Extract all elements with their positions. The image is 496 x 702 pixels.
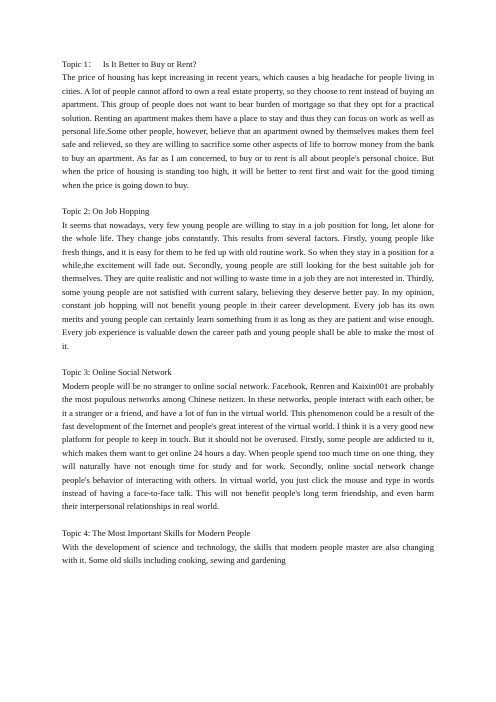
topic-1-body: The price of housing has kept increasing in recent years, which causes a big headache for people living in cities. A lot of people cannot afford to own a real estate property, so they choose to rent instead of buying an apartment. This group of people does not want to bear burden of mortgage so that they opt for a practical solution. Renting an apartment makes them have a place to stay and thus they can focus on work as well as personal life.Some other people, however, believe that an apartment owned by themselves makes them feel safe and relieved, so they are willing to sacrifice some other aspects of life to borrow money from the bank to buy an apartment. As far as I am concerned, to buy or to rent is all about people's personal choice. But when the price of housing is standing too high, it will be better to rent first and wait for the good timing when the price is going down to buy. [62,72,434,190]
topic-4-title: Topic 4: The Most Important Skills for Modern People [62,528,251,539]
topic-2-title: Topic 2: On Job Hopping [62,206,150,217]
topic-1 [62,58,434,192]
topic-1-title: Topic 1： Is It Better to Buy or Rent? [62,59,197,69]
topic-3-body: Modern people will be no stranger to online social network. Facebook, Renren and Kaixin001 are probably the most populous networks among Chinese netizen. In these networks, people interact with each other, be it a stranger or a friend, and have a lot of fun in the virtual world. This phenomenon could be a result of the fast development of the Internet and people's great interest of the virtual world. I think it is a very good new platform for people to keep in touch. But it should not be overused. Firstly, some people are addicted to it, which makes them want to get online 24 hours a day. When people spend too much time on one thing, they will naturally have not enough time for study and for work. Secondly, online social network change people's behavior of interacting with others. In virtual world, you just click the mouse and type in words instead of having a face-to-face talk. This will not benefit people's long term friendship, and even harm their interpersonal relationships in real world. [62,380,434,512]
document-page [62,58,434,581]
topic-2 [62,205,434,352]
topic-3 [62,366,434,513]
topic-4-body: With the development of science and technology, the skills that modern people master are also changing with it. Some old skills including cooking, sewing and gardening [62,541,434,565]
topic-4 [62,527,434,567]
topic-2-body: It seems that nowadays, very few young people are willing to stay in a job position for long, let alone for the whole life. They change jobs constantly. This results from several factors. Firstly, young people like fresh things, and it is easy for them to be fed up with old routine work. So when they stay in a position for a while,the excitement will fade out. Secondly, young people are still looking for the best suitable job for themselves. They are quite realistic and not willing to waste time in a job they are not interested in. Thirdly, some young people are not satisfied with current salary, believing they deserve better pay. In my opinion, constant job hopping will not benefit young people in their career development. Every job has its own merits and young people can certainly learn something from it as long as they are patient and wise enough. Every job experience is valuable down the career path and young people shall be able to make the most of it. [62,219,434,351]
topic-3-title: Topic 3: Online Social Network [62,367,172,378]
